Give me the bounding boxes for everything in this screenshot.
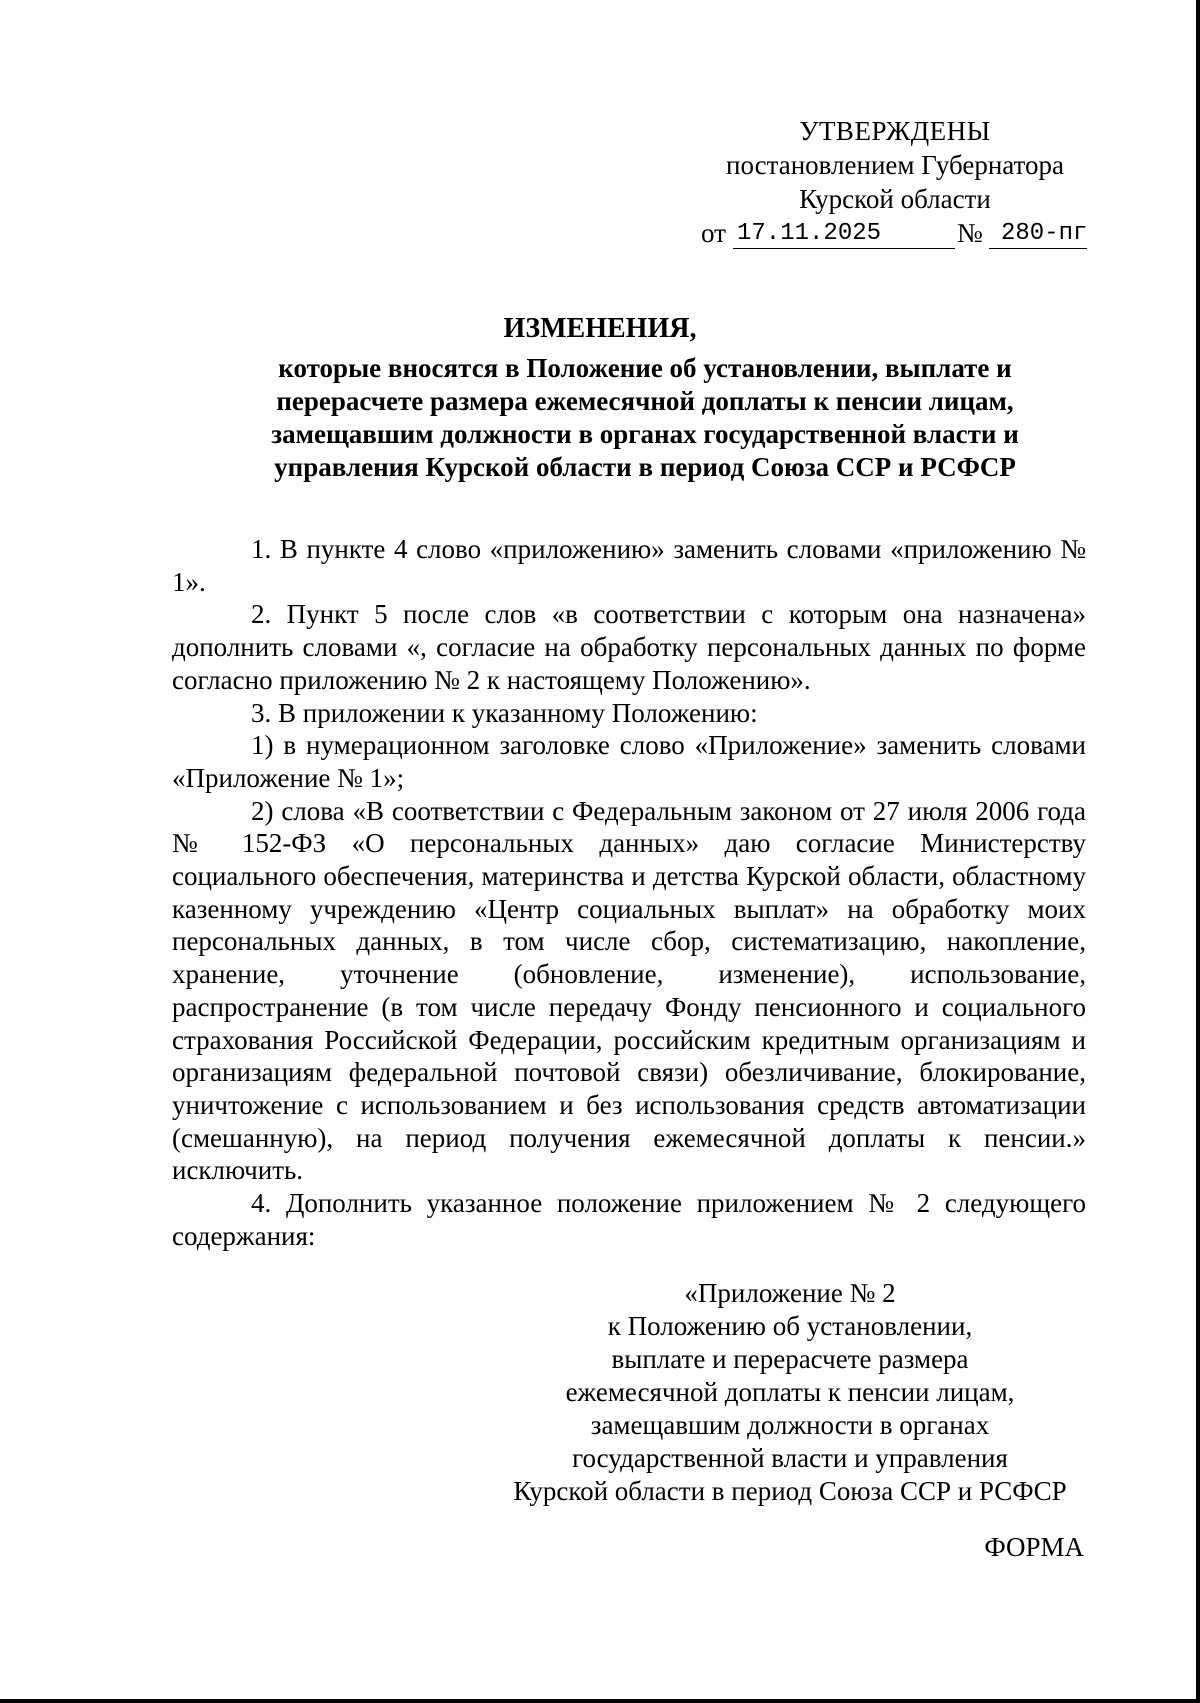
date-prefix: от <box>701 218 726 248</box>
appendix-line: к Положению об установлении, <box>607 1311 973 1341</box>
document-subtitle <box>235 352 1055 484</box>
approval-number: 280-пг <box>1001 220 1088 247</box>
date-underline <box>733 248 955 249</box>
form-label: ФОРМА <box>984 1532 1084 1562</box>
appendix-heading <box>480 1277 1100 1508</box>
subtitle-line: замещавшим должности в органах государственной власти и <box>271 419 1019 449</box>
subtitle-line: которые вносятся в Положение об установлении, выплате и <box>278 353 1012 383</box>
paragraph-4: 4. Дополнить указанное положение приложением № 2 следующего содержания: <box>172 1188 1086 1251</box>
approval-heading: УТВЕРЖДЕНЫ <box>799 116 991 146</box>
document-title: ИЗМЕНЕНИЯ, <box>503 313 697 344</box>
approval-stamp <box>690 114 1100 216</box>
number-underline <box>989 248 1087 249</box>
approval-region: Курской области <box>799 184 991 214</box>
subtitle-line: управления Курской области в период Союза ССР и РСФСР <box>274 452 1016 482</box>
paragraph-2: 2. Пункт 5 после слов «в соответствии с которым она назначена» дополнить словами «, согласие на обработку персональных данных по форме согласно приложению № 2 к настоящему Положению». <box>172 599 1086 695</box>
number-prefix: № <box>957 218 983 248</box>
paragraph-3: 3. В приложении к указанному Положению: <box>251 697 758 728</box>
paragraph-1: 1. В пункте 4 слово «приложению» заменить словами «приложению № 1». <box>172 534 1086 597</box>
document-body <box>172 533 1086 1252</box>
approval-issuer: постановлением Губернатора <box>726 150 1064 180</box>
page-border-bottom <box>0 1699 1200 1703</box>
appendix-line: государственной власти и управления <box>572 1443 1008 1473</box>
appendix-line: «Приложение № 2 <box>684 1278 896 1308</box>
appendix-line: замещавшим должности в органах <box>590 1410 990 1440</box>
appendix-line: Курской области в период Союза ССР и РСФСР <box>513 1476 1067 1506</box>
approval-date-line <box>701 216 1101 256</box>
appendix-line: ежемесячной доплаты к пенсии лицам, <box>565 1377 1015 1407</box>
paragraph-3-1: 1) в нумерационном заголовке слово «Приложение» заменить словами «Приложение № 1»; <box>172 730 1086 793</box>
page-border-right <box>1196 0 1200 1703</box>
approval-date: 17.11.2025 <box>737 220 882 247</box>
appendix-line: выплате и перерасчете размера <box>611 1344 969 1374</box>
subtitle-line: перерасчете размера ежемесячной доплаты к пенсии лицам, <box>276 386 1014 416</box>
paragraph-3-2: 2) слова «В соответствии с Федеральным законом от 27 июля 2006 года № 152-ФЗ «О персональных данных» даю согласие Министерству социального обеспечения, материнства и детства Курской области, областному казенному учреждению «Центр социальных выплат» на обработку моих персональных данных, в том числе сбор, систематизацию, накопление, хранение, уточнение (обновление, изменение), использование, распространение (в том числе передачу Фонду пенсионного и социального страхования Российской Федерации, российским кредитным организациям и организациям федеральной почтовой связи) обезличивание, блокирование, уничтожение с использованием и без использования средств автоматизации (смешанную), на период получения ежемесячной доплаты к пенсии.» исключить. <box>172 795 1086 1186</box>
